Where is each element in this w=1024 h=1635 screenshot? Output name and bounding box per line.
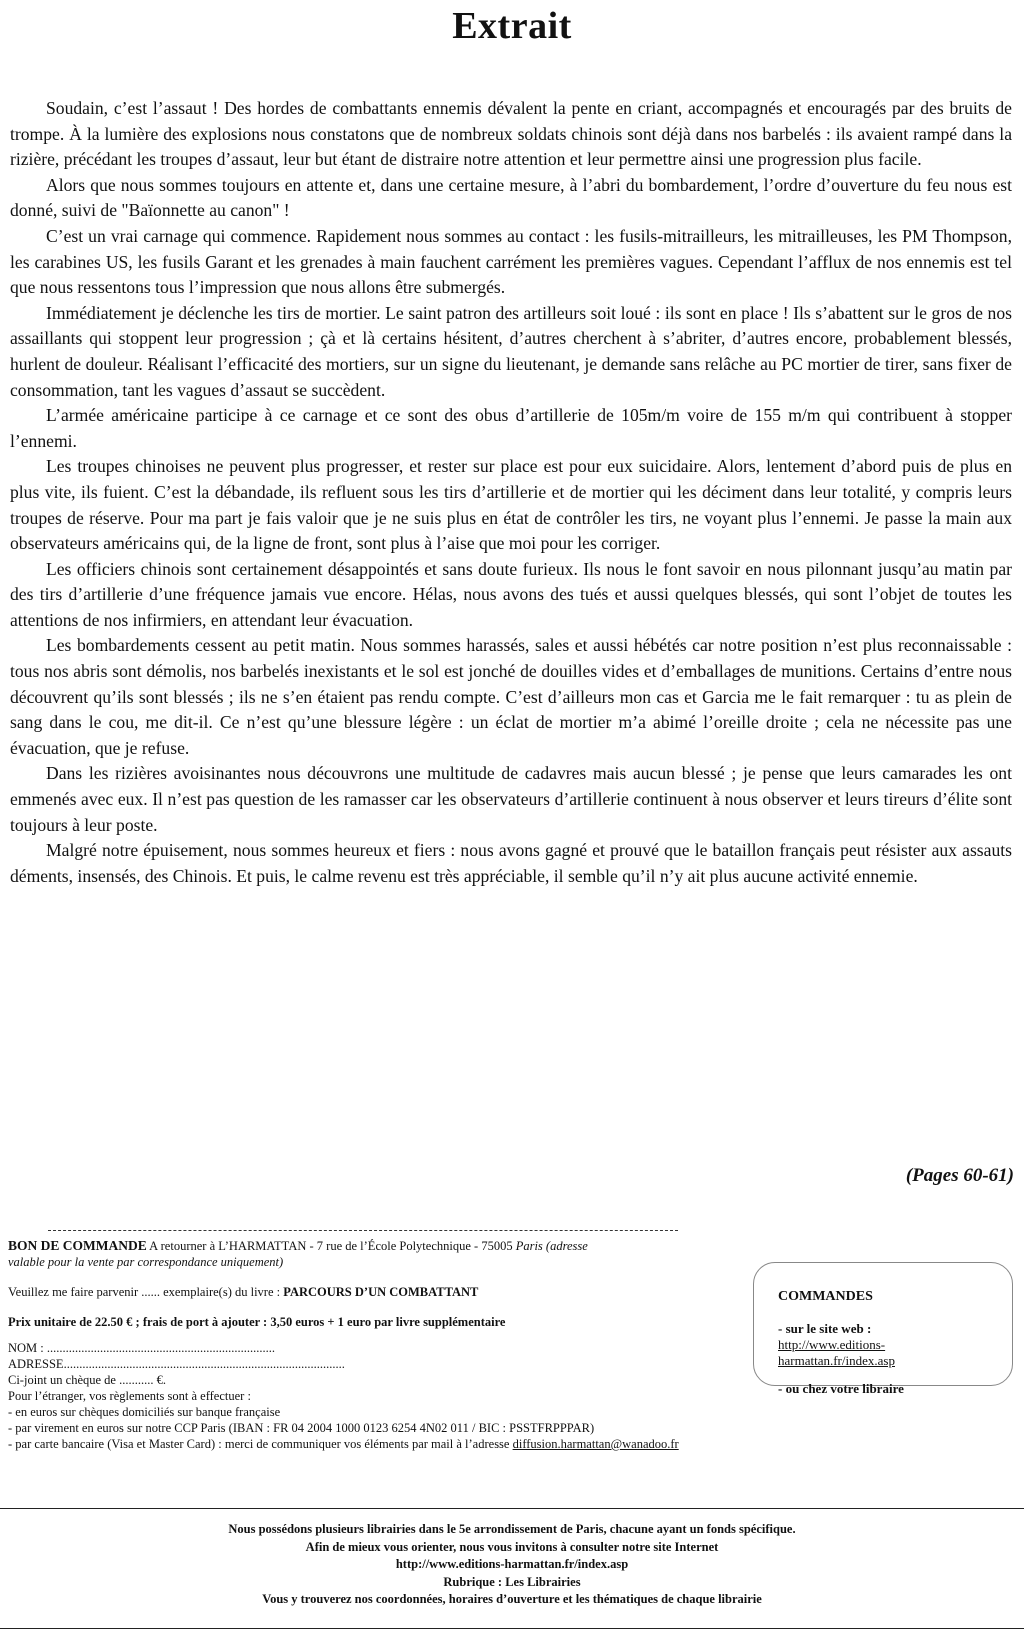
paragraph: C’est un vrai carnage qui commence. Rapidement nous sommes au contact : les fusils-mitrailleurs, les mitrailleuses, les PM Thompson, les carabines US, les fusils Garant et les grenades à main fauchent carrément les premières vagues. Cependant l’afflux de nos ennemis est tel que nous ressentons tous l’impression que nous allons être submergés. [10,225,1012,298]
pages-reference: (Pages 60-61) [905,1165,1014,1186]
paragraph: Immédiatement je déclenche les tirs de mortier. Le saint patron des artilleurs soit loué : ils sont en place ! Ils s’abattent sur le gros de nos assaillants qui stoppent leur progression ; çà et là certains hésitent, d’autres cherchent à s’abriter, d’autres encore, probablement blessés, hurlent de douleur. Réalisant l’efficacité des mortiers, sur un signe du lieutenant, je demande sans relâche au PC mortier de tirer, sans fixer de consommation, tant les vagues d’assaut se succèdent. [10,302,1012,400]
paragraph: Alors que nous sommes toujours en attente et, dans une certaine mesure, à l’abri du bombardement, l’ordre d’ouverture du feu nous est donné, suivi de "Baïonnette au canon" ! [10,174,1012,221]
paragraph: Les troupes chinoises ne peuvent plus progresser, et rester sur place est pour eux suicidaire. Alors, lentement d’abord puis de plus en plus vite, ils fuient. C’est la débandade, ils refluent sous les tirs d’artillerie et de mortier qui les déciment dans leur totalité, y compris leurs troupes de réserve. Pour ma part je fais valoir que je ne suis plus en état de contrôler les tirs, ne voyant plus l’ennemi. Je passe la main aux observateurs américains qui, de la ligne de front, sont plus à l’aise que moi pour les corriger. [10,456,1012,554]
website-link[interactable]: http://www.editions- [778,1337,886,1352]
dashed-divider [48,1230,678,1231]
commandes-title: COMMANDES [778,1289,873,1304]
footer-line: Rubrique : Les Librairies [443,1574,581,1589]
order-heading-row [8,1238,758,1254]
book-title: PARCOURS D’UN COMBATTANT [283,1285,479,1299]
website-link-cont[interactable]: harmattan.fr/index.asp [778,1353,895,1368]
paragraph: Dans les rizières avoisinantes nous découvrons une multitude de cadavres mais aucun blessé ; je pense que leurs camarades les ont emmenés avec eux. Il n’est pas question de les ramasser car les observateurs d’artillerie continuent à nous observer et leurs tireurs d’élite sont toujours à leur poste. [10,763,1012,835]
paragraph: Les bombardements cessent au petit matin. Nous sommes harassés, sales et aussi hébétés car notre position n’est plus reconnaissable : tous nos abris sont démolis, nos barbelés inexistants et le sol est jonché de douilles vides et d’emballages de munitions. Certains d’entre nous découvrent qu’ils sont blessés ; ils ne s’en étaient pas rendu compte. C’est d’ailleurs mon cas et Garcia me le fait remarquer : tu as plein de sang dans le cou, me dit-il. Ce n’est qu’une blessure légère : un éclat de mortier m’a abimé l’oreille droite ; cela ne nécessite pas une évacuation, que je refuse. [10,635,1012,758]
footer-divider [0,1508,1024,1509]
order-request: Veuillez me faire parvenir ...... exemplaire(s) du livre : [8,1285,284,1299]
foreign-card-text: - par carte bancaire (Visa et Master Card) : merci de communiquer vos éléments par mail à l’adresse [8,1437,513,1451]
footer-line: Nous possédons plusieurs librairies dans le 5e arrondissement de Paris, chacune ayant un fonds spécifique. [228,1522,796,1536]
address-field[interactable]: ADRESSE.......................................................................................... [8,1357,345,1371]
commandes-box [753,1262,1013,1396]
paragraph: Soudain, c’est l’assaut ! Des hordes de combattants ennemis dévalent la pente en criant, accompagnés et encouragés par des bruits de trompe. À la lumière des explosions nous constatons que de nombreux soldats chinois sont déjà dans nos barbelés : ils avaient rampé dans la rizière, précédant les troupes d’assaut, leur but étant de distraire notre attention et leur permettre ainsi une progression plus facile. [10,98,1012,170]
footer-line: Vous y trouverez nos coordonnées, horaires d’ouverture et les thématiques de chaque librairie [262,1592,762,1606]
paragraph: Malgré notre épuisement, nous sommes heureux et fiers : nous avons gagné et prouvé que le bataillon français peut résister aux assauts déments, insensés, des Chinois. Et puis, le calme revenu est très appréciable, il semble qu’il n’y ait plus aucune activité ennemie. [10,840,1012,886]
order-note: valable pour la vente par correspondance uniquement) [8,1255,284,1269]
footer-line: Afin de mieux vous orienter, nous vous invitons à consulter notre site Internet [305,1539,719,1554]
web-label: - sur le site web : [778,1321,872,1336]
order-form [8,1238,758,1452]
order-city: Paris (adresse [515,1239,588,1253]
footer-website[interactable]: http://www.editions-harmattan.fr/index.asp [395,1557,629,1571]
page-title: Extrait [452,5,572,47]
foreign-option-card [8,1436,758,1452]
order-price: Prix unitaire de 22.50 € ; frais de port à ajouter : 3,50 euros + 1 euro par livre supplémentaire [8,1315,506,1329]
footer [0,1521,1024,1609]
excerpt-body [10,96,1012,889]
paragraph: L’armée américaine participe à ce carnage et ce sont des obus d’artillerie de 105m/m voire de 155 m/m qui contribuent à stopper l’ennemi. [10,405,1012,451]
paragraph: Les officiers chinois sont certainement désappointés et sans doute furieux. Ils nous le font savoir en nous pilonnant jusqu’au matin par des tirs d’artillerie d’une fréquence jamais vue encore. Hélas, nous avons des tués et aussi quelques blessés, qui sont l’objet de toutes les attentions de nos infirmiers, en attendant leur évacuation. [10,558,1012,630]
order-address: A retourner à L’HARMATTAN - 7 rue de l’École Polytechnique - 75005 [146,1239,516,1253]
cheque-field[interactable]: Ci-joint un chèque de ........... €. [8,1373,166,1387]
email-link[interactable]: diffusion.harmattan@wanadoo.fr [512,1437,679,1451]
foreign-option-transfer: - par virement en euros sur notre CCP Paris (IBAN : FR 04 2004 1000 0123 6254 4N02 011 / BIC : PSSTFRPPPAR) [8,1421,595,1435]
foreign-option-cheque: - en euros sur chèques domiciliés sur banque française [8,1405,281,1419]
foreign-intro: Pour l’étranger, vos règlements sont à effectuer : [8,1389,251,1403]
bottom-divider [0,1628,1024,1629]
order-request-row [8,1284,758,1300]
name-field[interactable]: NOM : ......................................................................... [8,1341,276,1355]
libraire-label: - ou chez votre libraire [778,1381,904,1396]
order-heading: BON DE COMMANDE [8,1238,147,1253]
